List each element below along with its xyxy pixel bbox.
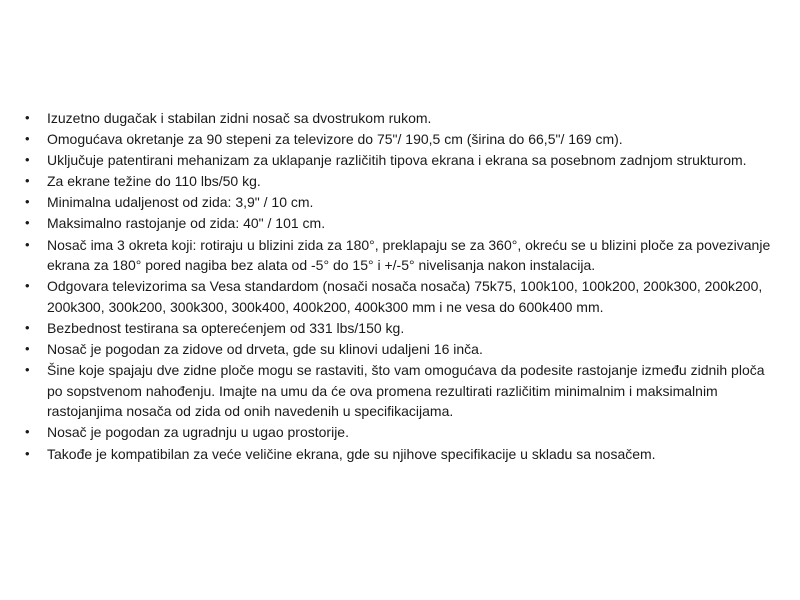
list-item-text: Uključuje patentirani mehanizam za uklapanje različitih tipova ekrana i ekrana sa posebnom zadnjom strukturom. xyxy=(47,152,747,169)
bullet-icon: • xyxy=(25,110,30,125)
bullet-icon: • xyxy=(25,173,30,189)
list-item xyxy=(0,276,800,317)
bullet-icon: • xyxy=(25,278,30,294)
bullet-icon: • xyxy=(25,424,30,440)
list-item-text: Omogućava okretanje za 90 stepeni za televizore do 75"/ 190,5 cm (širina do 66,5"/ 169 cm). xyxy=(47,131,623,148)
list-item xyxy=(0,235,800,276)
list-item xyxy=(0,108,800,129)
list-item-text: Za ekrane težine do 110 lbs/50 kg. xyxy=(47,173,261,190)
bullet-icon: • xyxy=(25,341,30,357)
list-item-text: Šine koje spajaju dve zidne ploče mogu se rastaviti, što vam omogućava da podesite rastojanje između zidnih ploča po sopstvenom nahođenju. Imajte na umu da će ova promena rezultirati različitim minimalnim i maksimalnim rastojanjima nosača od zida od onih navedenih u specifikacijama. xyxy=(47,362,765,420)
bullet-icon: • xyxy=(25,236,30,252)
bullet-icon: • xyxy=(25,194,30,210)
list-item xyxy=(0,150,800,171)
bullet-icon: • xyxy=(25,152,30,168)
document-body xyxy=(0,108,800,465)
list-item-text: Takođe je kompatibilan za veće veličine ekrana, gde su njihove specifikacije u skladu sa nosačem. xyxy=(47,445,656,462)
list-item xyxy=(0,360,800,422)
bullet-icon: • xyxy=(25,445,30,461)
bullet-icon: • xyxy=(25,362,30,378)
list-item-text: Izuzetno dugačak i stabilan zidni nosač sa dvostrukom rukom. xyxy=(47,110,432,126)
list-item-text: Nosač ima 3 okreta koji: rotiraju u blizini zida za 180°, preklapaju se za 360°, okreću se u blizini ploče za povezivanje ekrana za 180° pored nagiba bez alata od -5° do 15° i +/-5° nivelisanja nakon instalacija. xyxy=(47,236,771,274)
bullet-icon: • xyxy=(25,215,30,231)
list-item xyxy=(0,422,800,443)
list-item-text: Odgovara televizorima sa Vesa standardom (nosači nosača nosača) 75k75, 100k100, 100k200, 200k300, 200k200, 200k300, 300k200, 300k300, 300k400, 400k200, 400k300 mm i ne vesa do 600k400 mm. xyxy=(47,278,763,315)
list-item xyxy=(0,444,800,465)
list-item-text: Nosač je pogodan za ugradnju u ugao prostorije. xyxy=(47,424,349,441)
list-item xyxy=(0,213,800,234)
list-item xyxy=(0,318,800,339)
list-item xyxy=(0,192,800,213)
list-item xyxy=(0,171,800,192)
list-item-text: Maksimalno rastojanje od zida: 40" / 101 cm. xyxy=(47,215,326,232)
bullet-icon: • xyxy=(25,319,30,335)
list-item-text: Nosač je pogodan za zidove od drveta, gde su klinovi udaljeni 16 inča. xyxy=(47,341,483,358)
list-item xyxy=(0,129,800,150)
list-item-text: Bezbednost testirana sa opterećenjem od 331 lbs/150 kg. xyxy=(47,319,405,336)
list-item-text: Minimalna udaljenost od zida: 3,9" / 10 cm. xyxy=(47,194,314,211)
bullet-icon: • xyxy=(25,131,30,147)
list-item xyxy=(0,339,800,360)
specification-list xyxy=(0,108,800,464)
